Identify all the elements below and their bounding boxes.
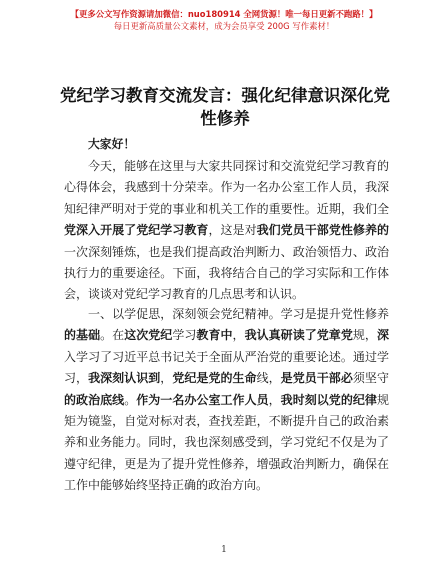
bold-run: 党深入开展了党纪学习教育 xyxy=(64,223,209,238)
bold-run: 这次党纪 xyxy=(124,328,173,343)
text-run: 学习 xyxy=(172,328,197,343)
bold-run: 我深刻认识到 xyxy=(88,371,161,386)
bold-run: 教育中 xyxy=(196,328,233,343)
text-run: ， xyxy=(268,392,281,407)
text-run: 须坚守 xyxy=(352,371,389,386)
text-run: ， xyxy=(160,371,173,386)
banner-subline: 每日更新高质量公文素材，成为会员享受 200G 写作素材！ xyxy=(113,21,335,31)
text-run: ， xyxy=(232,328,245,343)
text-run: 规， xyxy=(352,328,377,343)
text-run: 今天，能够在这里与大家共同探讨和交流党纪学习教育的心得体会，我感到十分荣幸。作为一名办公室工作人员，我深知纪律严明对于党的事业和机关工作的重要性。近期，我们全 xyxy=(64,159,389,216)
bold-run: 我们党员干部党性修养的 xyxy=(256,223,389,238)
document-title: 党纪学习教育交流发言：强化纪律意识深化党性修养 xyxy=(60,86,390,128)
paragraph-section-one xyxy=(64,304,389,497)
text-run: 线， xyxy=(256,371,281,386)
text-run: 一次深刻锤炼，也是我们提高政治判断力、政治领悟力、政治执行力的重要途径。下面，我将结合自己的学习实际和工作体会，谈谈对党纪学习教育的几点思考和认识。 xyxy=(64,244,389,302)
text-run: 。 xyxy=(124,392,137,407)
banner-promo-line: 【更多公文写作资源请加微信：nuo180914 全网货源！唯一每日更新不跑路！】 xyxy=(70,9,378,19)
bold-run: 我认真研读了党章党 xyxy=(244,328,353,343)
bold-run: 作为一名办公室工作人员 xyxy=(136,392,269,407)
text-run: ，这是对 xyxy=(208,223,257,238)
page-number: 1 xyxy=(221,545,227,555)
bold-run: 我时刻以党的纪律 xyxy=(280,392,377,407)
text-run: 。在 xyxy=(100,328,125,343)
bold-run: 深 xyxy=(376,328,389,343)
greeting: 大家好！ xyxy=(88,137,136,151)
bold-run: 的政治底线 xyxy=(64,392,125,407)
text-run: 一、以学促思，深刻领会党纪精神。学习是提升党性修养 xyxy=(88,307,389,321)
paragraph-intro xyxy=(64,156,389,306)
text-run: 规矩为镜鉴，自觉对标对表，查找差距，不断提升自己的政治素养和业务能力。同时，我也深刻感受到，学习党纪不仅是为了遵守纪律，更是为了提升党性修养，增强政治判断力，确保在工作中能够始终坚持正确的政治方向。 xyxy=(64,392,389,493)
bold-run: 的基础 xyxy=(64,328,101,343)
bold-run: 是党员干部必 xyxy=(280,371,353,386)
header-banner xyxy=(0,8,448,32)
bold-run: 党纪是党的生命 xyxy=(172,371,257,386)
text-run: 入学习了习近平总书记关于全面从严治党的重要论述。通过学习， xyxy=(64,349,389,386)
